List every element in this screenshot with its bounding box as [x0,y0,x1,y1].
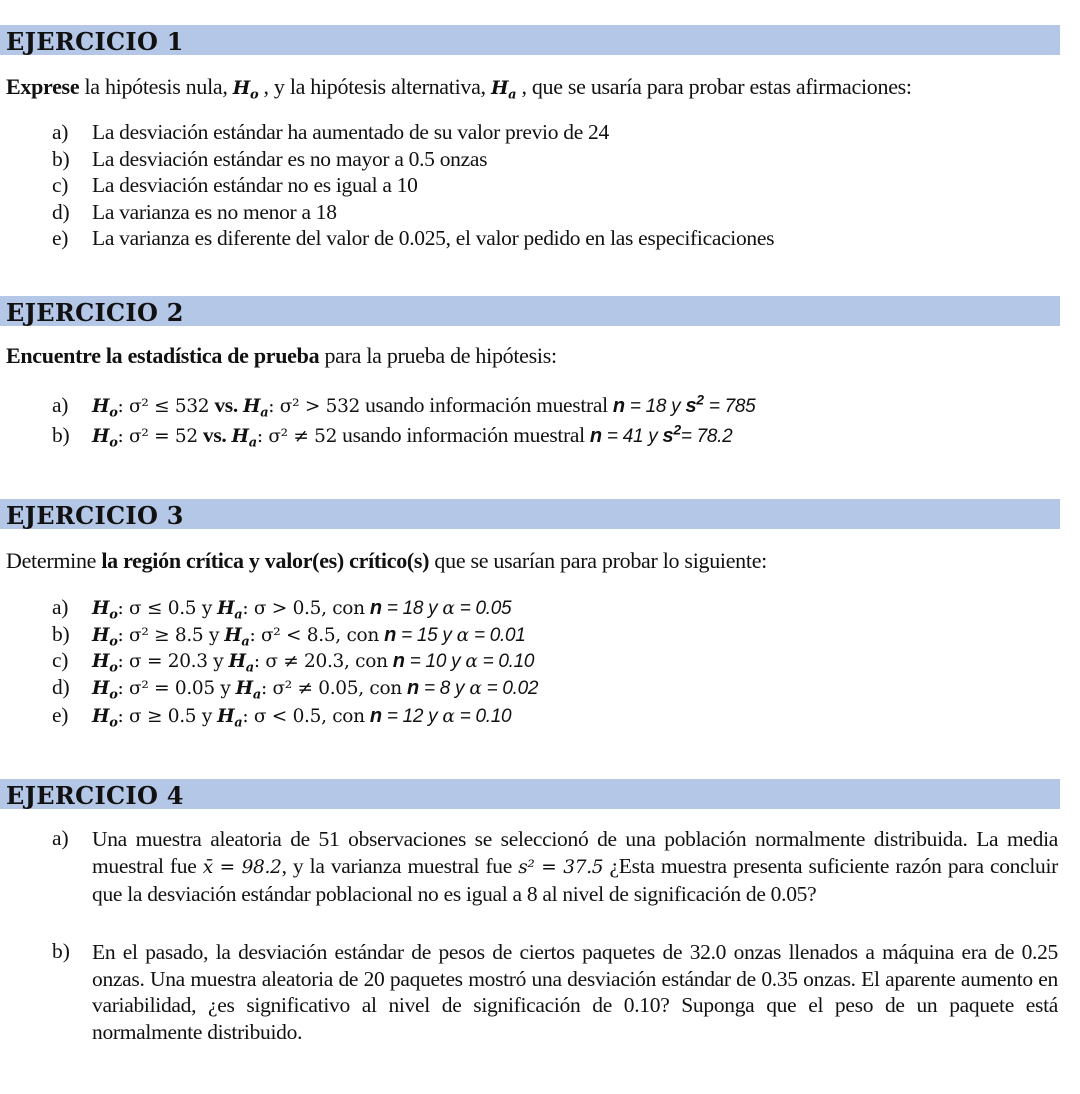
ex3-title: EJERCICIO 3 [6,501,184,530]
ex4-b-text: En el pasado, la desviación estándar de pesos de ciertos paquetes de 32.0 onzas llenados a máquina era de 0.25 onzas. Una muestra aleatoria de 20 paquetes mostró una desviación estándar de 0.35 onzas. El aparente aumento en variabilidad, ¿es significativo al nivel de significación de 0.10? Suponga que el peso de un paquete está normalmente distribuido. [92,940,1058,1044]
ex4-title: EJERCICIO 4 [6,781,184,810]
ex1-title: EJERCICIO 1 [6,27,184,56]
ex3-header [0,499,1060,529]
ex4-a-label: a) [52,826,69,850]
ex3-intro: Determine la región crítica y valor(es) crítico(s) que se usarían para probar lo siguiente: [6,548,767,573]
ex2-intro: Encuentre la estadística de prueba para la prueba de hipótesis: [6,343,557,368]
ex4-a-text: Una muestra aleatoria de 51 observaciones se seleccionó de una población normalmente distribuida. La media muestral fue x̄ = 98.2, y la varianza muestral fue s² = 37.5 ¿Esta muestra presenta suficiente razón para concluir que la desviación estándar poblacional no es igual a 8 al nivel de significación de 0.05? [92,827,1058,906]
ex4-header [0,779,1060,809]
ex1-header [0,25,1060,55]
ex4-b-label: b) [52,939,70,963]
ex2-title: EJERCICIO 2 [6,298,184,327]
ex1-intro: Exprese la hipótesis nula, $H_o$ , y la hipótesis alternativa, $H_a$ , que se usaría para probar estas afirmaciones: [6,74,912,103]
ex2-header [0,296,1060,326]
